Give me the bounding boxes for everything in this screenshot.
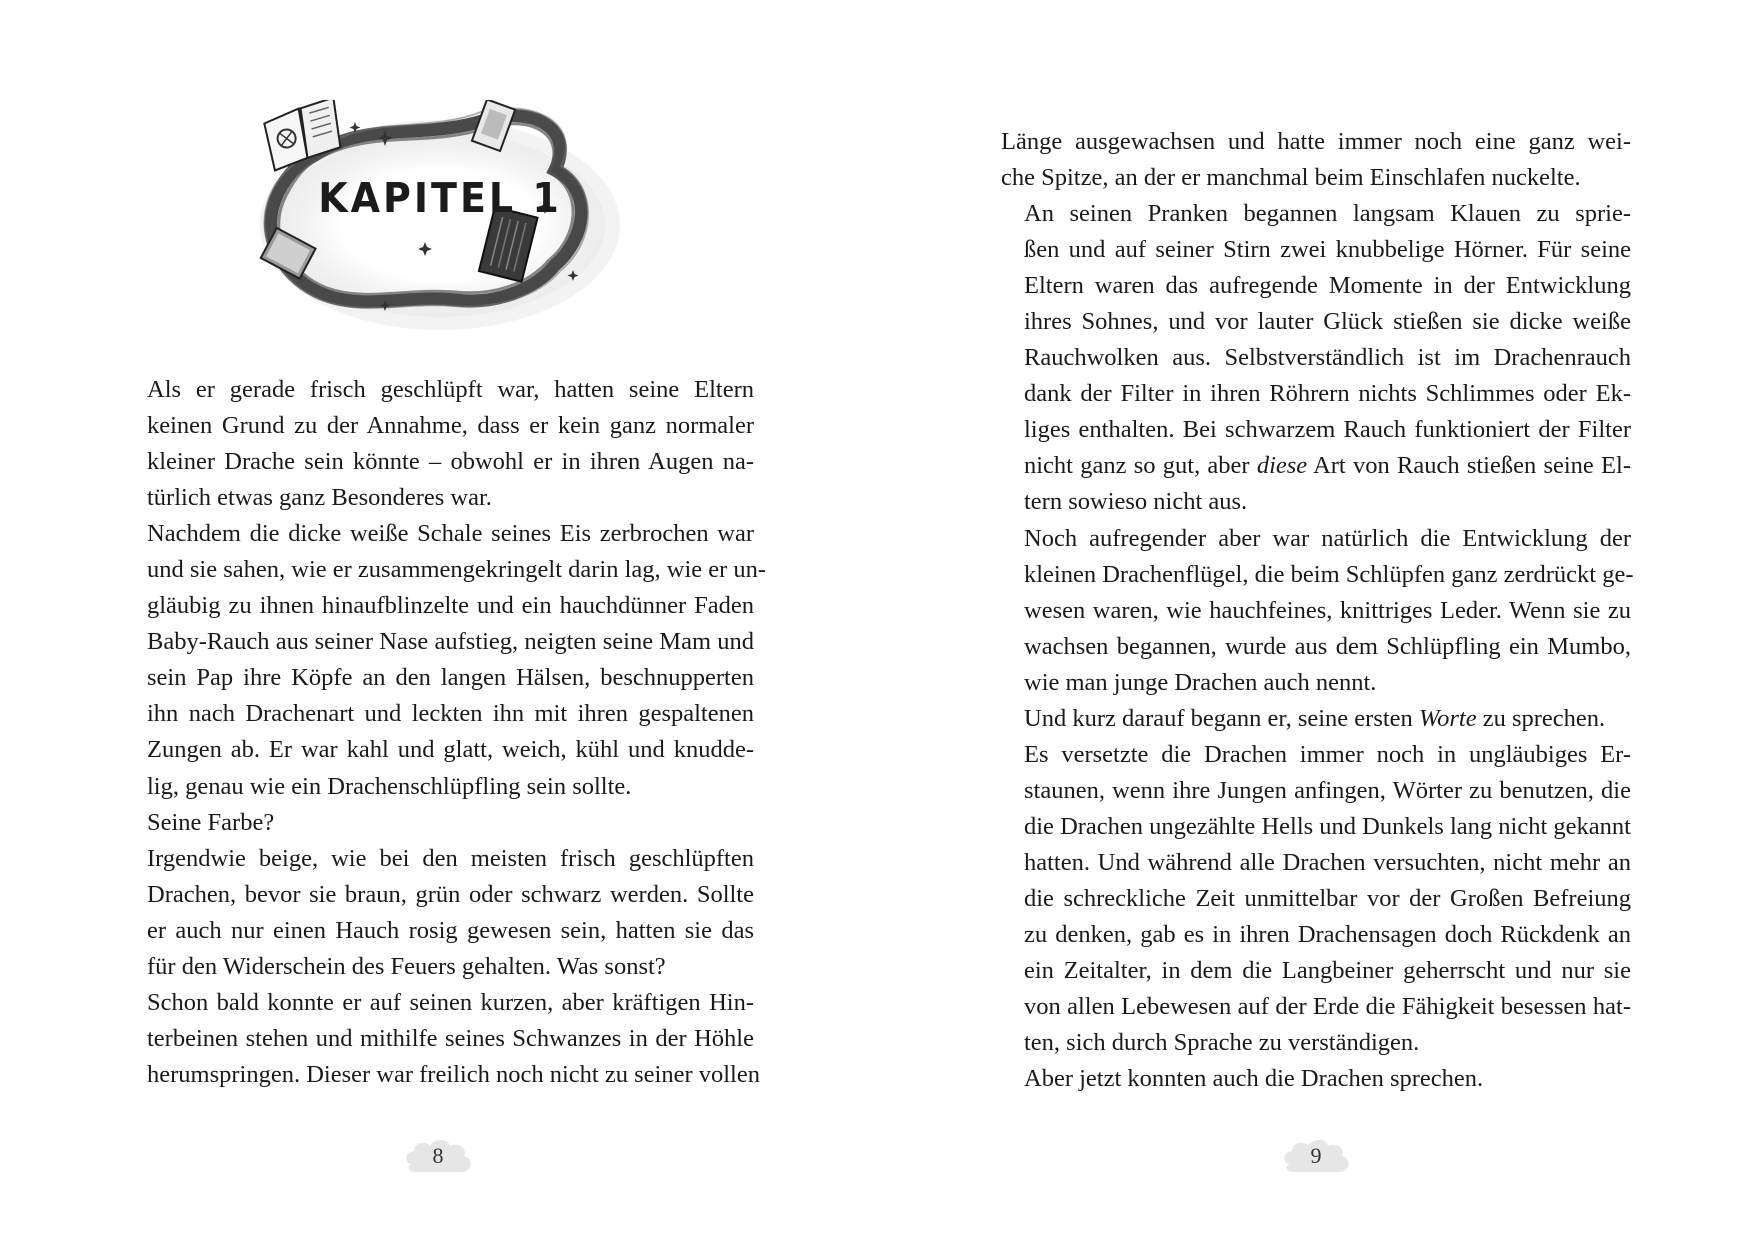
text-line: ten, sich durch Sprache zu verständigen. [1024, 1029, 1420, 1057]
text-line: Zungen ab. Er war kahl und glatt, weich, kühl und knudde- [147, 736, 754, 764]
text-line: zu denken, gab es in ihren Drachensagen doch Rückdenk an [1024, 921, 1631, 949]
paragraph [124, 985, 760, 1093]
text-line: für den Widerschein des Feuers gehalten. Was sonst? [147, 952, 666, 980]
text-line: Rauchwolken aus. Selbstverständlich ist im Drachenrauch [1024, 344, 1631, 372]
italic-word: diese [1256, 452, 1308, 480]
text-line: lig, genau wie ein Drachenschlüpfling sein sollte. [147, 772, 632, 800]
text-fragment: nicht ganz so gut, aber [1024, 452, 1257, 480]
text-line: türlich etwas ganz Besonderes war. [147, 484, 492, 512]
text-line: ihn nach Drachenart und leckten ihn mit ihren gespaltenen [147, 700, 754, 728]
text-line: dank der Filter in ihren Röhrern nichts Schlimmes oder Ek- [1024, 380, 1631, 408]
paragraph [124, 841, 754, 985]
text-line: Baby-Rauch aus seiner Nase aufstieg, neigten seine Mam und [147, 628, 754, 656]
text-fragment: Art von Rauch stießen seine El- [1307, 452, 1631, 480]
text-line: Aber jetzt konnten auch die Drachen sprechen. [1024, 1065, 1484, 1093]
text-line: Nachdem die dicke weiße Schale seines Eis zerbrochen war [147, 520, 754, 548]
left-page-text [124, 372, 767, 1093]
text-line: und sie sahen, wie er zusammengekringelt darin lag, wie er un- [147, 556, 767, 584]
text-line: An seinen Pranken begannen langsam Klauen zu sprie- [1024, 200, 1631, 228]
text-line: Irgendwie beige, wie bei den meisten frisch geschlüpften [147, 844, 754, 872]
text-fragment: sowieso nicht aus. [1068, 488, 1248, 516]
page-number-badge [402, 1134, 474, 1180]
text-line: sein Pap ihre Köpfe an den langen Hälsen, beschnupperten [147, 664, 754, 692]
text-line: che Spitze, an der er manchmal beim Einschlafen nuckelte. [1001, 164, 1581, 192]
text-line: Seine Farbe? [147, 808, 275, 836]
text-line [1001, 484, 1631, 520]
page-number-badge [1280, 1134, 1352, 1180]
paragraph [124, 516, 767, 804]
text-line: staunen, wenn ihre Jungen anfingen, Wörter zu benutzen, die [1024, 776, 1631, 804]
text-line: hatten. Und während alle Drachen versuchten, nicht mehr an [1024, 848, 1631, 876]
paragraph [124, 372, 754, 516]
text-line: terbeinen stehen und mithilfe seines Schwanzes in der Höhle [147, 1024, 754, 1052]
italic-word: Worte [1418, 704, 1477, 732]
text-line: Es versetzte die Drachen immer noch in ungläubiges Er- [1024, 740, 1631, 768]
text-line: Eltern waren das aufregende Momente in der Entwicklung [1024, 272, 1631, 300]
text-line: kleiner Drache sein könnte – obwohl er in ihren Augen na- [147, 448, 754, 476]
text-fragment: Und kurz darauf begann er, seine ersten [1024, 704, 1419, 732]
text-line: Länge ausgewachsen und hatte immer noch eine ganz wei- [1001, 128, 1631, 155]
text-line: die Drachen ungezählte Hells und Dunkels lang nicht gekannt [1024, 812, 1631, 840]
text-line: herumspringen. Dieser war freilich noch nicht zu seiner vollen [147, 1060, 760, 1088]
paragraph [1001, 124, 1631, 196]
text-line: wachsen begannen, wurde aus dem Schlüpfling ein Mumbo, [1024, 632, 1631, 660]
chapter-title: KAPITEL 1 [318, 174, 562, 222]
text-line: wesen waren, wie hauchfeines, knittriges Leder. Wenn sie zu [1024, 596, 1631, 624]
text-line: Noch aufregender aber war natürlich die Entwicklung der [1024, 524, 1631, 552]
paragraph [1001, 701, 1631, 737]
text-line: gläubig zu ihnen hinaufblinzelte und ein hauchdünner Faden [147, 592, 754, 620]
paragraph [1001, 196, 1631, 520]
text-line: er auch nur einen Hauch rosig gewesen sein, hatten sie das [147, 916, 754, 944]
text-line [1001, 701, 1631, 737]
text-line: ihres Sohnes, und vor lauter Glück stießen sie dicke weiße [1024, 308, 1631, 336]
text-line: von allen Lebewesen auf der Erde die Fähigkeit besessen hat- [1024, 993, 1631, 1021]
right-page-text [1001, 124, 1634, 1097]
text-line: kleinen Drachenflügel, die beim Schlüpfen ganz zerdrückt ge- [1024, 560, 1634, 588]
text-line: Als er gerade frisch geschlüpft war, hatten seine Eltern [147, 376, 754, 403]
text-line: liges enthalten. Bei schwarzem Rauch funktioniert der Filter [1024, 416, 1631, 444]
paragraph [124, 805, 754, 841]
right-page [874, 0, 1748, 1240]
text-line: Drachen, bevor sie braun, grün oder schwarz werden. Sollte [147, 880, 754, 908]
page-number: 9 [1310, 1143, 1322, 1168]
page-number: 8 [432, 1143, 444, 1168]
text-line: wie man junge Drachen auch nennt. [1024, 668, 1377, 696]
text-line: keinen Grund zu der Annahme, dass er kein ganz normaler [147, 412, 754, 440]
paragraph [1001, 1061, 1631, 1097]
text-line [1001, 448, 1631, 484]
text-line: ein Zeitalter, in dem die Langbeiner geherrscht und nur sie [1024, 957, 1631, 985]
text-line: die schreckliche Zeit unmittelbar vor der Großen Befreiung [1024, 884, 1631, 912]
paragraph [1001, 737, 1631, 1061]
text-fragment: tern [1024, 488, 1069, 516]
text-line: Schon bald konnte er auf seinen kurzen, aber kräftigen Hin- [147, 988, 754, 1016]
text-fragment: zu sprechen. [1476, 704, 1606, 732]
text-line: ßen und auf seiner Stirn zwei knubbelige Hörner. Für seine [1024, 236, 1631, 264]
paragraph [1001, 521, 1634, 701]
